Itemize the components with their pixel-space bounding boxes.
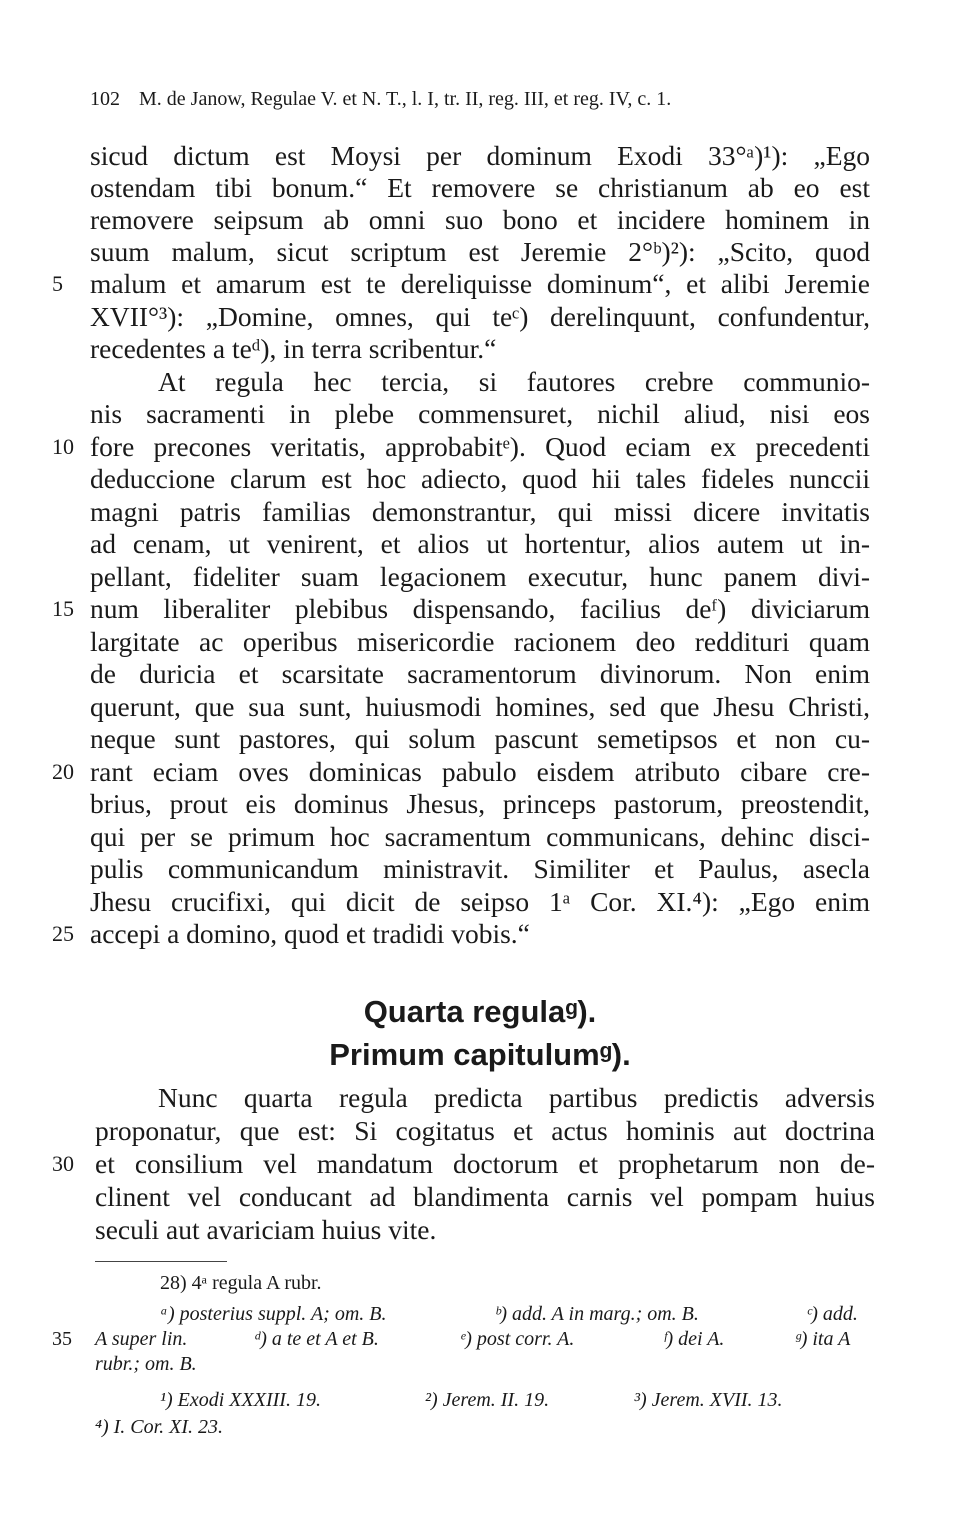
body-line: neque sunt pastores, qui solum pascunt semetipsos et non cu- <box>90 723 870 754</box>
body-line: qui per se primum hoc sacramentum communicans, dehinc disci- <box>90 821 870 852</box>
line-number: 10 <box>52 434 74 459</box>
critical-note: rubr.; om. B. <box>95 1353 197 1375</box>
running-header <box>90 88 890 111</box>
source-note: ⁴) I. Cor. XI. 23. <box>95 1416 224 1438</box>
section-line: et consilium vel mandatum doctorum et prophetarum non de- <box>95 1148 875 1179</box>
line-number: 25 <box>52 921 74 946</box>
body-line: recedentes a teᵈ), in terra scribentur.“ <box>90 333 497 364</box>
critical-note: ᵉ) post corr. A. <box>460 1328 575 1350</box>
body-line: deduccione clarum est hoc adiecto, quod hii tales fideles nunccii <box>90 463 870 494</box>
section-line: seculi aut avariciam huius vite. <box>95 1214 437 1245</box>
footnote-divider <box>95 1261 227 1262</box>
critical-note: ᶠ) dei A. <box>663 1328 725 1350</box>
section-line: Nunc quarta regula predicta partibus predictis adversis <box>158 1082 875 1113</box>
body-line: largitate ac operibus misericordie racionem deo reddituri quam <box>90 626 870 657</box>
line-number: 20 <box>52 759 74 784</box>
line-number: 35 <box>52 1328 72 1350</box>
line-number: 5 <box>52 271 63 296</box>
body-line: brius, prout eis dominus Jhesus, princeps pastorum, preostendit, <box>90 788 870 819</box>
body-line: XVII°³): „Domine, omnes, qui teᶜ) derelinquunt, confundentur, <box>90 301 870 332</box>
page-number: 102 <box>90 88 120 110</box>
body-line: malum et amarum est te dereliquisse dominum“, et alibi Jeremie <box>90 268 870 299</box>
body-line: magni patris familias demonstrantur, qui missi dicere invitatis <box>90 496 870 527</box>
body-line: sicud dictum est Moysi per dominum Exodi 33°ᵃ)¹): „Ego <box>90 140 870 171</box>
critical-note: ᵃ) posterius suppl. A; om. B. <box>160 1303 387 1325</box>
body-line: suum malum, sicut scriptum est Jeremie 2°ᵇ)²): „Scito, quod <box>90 236 870 267</box>
line-number: 30 <box>52 1151 74 1176</box>
body-line: rant eciam oves dominicas pabulo eisdem atributo cibare cre- <box>90 756 870 787</box>
footnote-28: 28) 4ᵃ regula A rubr. <box>160 1272 322 1294</box>
body-line: pellant, fideliter suam legacionem executur, hunc panem divi- <box>90 561 870 592</box>
source-note: ²) Jerem. II. 19. <box>425 1389 550 1411</box>
body-line: removere seipsum ab omni suo bono et incidere hominem in <box>90 204 870 235</box>
body-line: ad cenam, ut venirent, et alios ut hortentur, alios autem ut in- <box>90 528 870 559</box>
source-note: ¹) Exodi XXXIII. 19. <box>160 1389 321 1411</box>
critical-note: ᵍ) ita A <box>795 1328 851 1350</box>
body-line: fore precones veritatis, approbabitᵉ). Quod eciam ex precedenti <box>90 431 870 462</box>
body-line: pulis communicandum ministravit. Similiter et Paulus, asecla <box>90 853 870 884</box>
running-title: M. de Janow, Regulae V. et N. T., l. I, tr. II, reg. III, et reg. IV, c. 1. <box>139 88 672 110</box>
body-line: querunt, que sua sunt, huiusmodi homines, sed que Jhesu Christi, <box>90 691 870 722</box>
critical-note: ᵈ) a te et A et B. <box>254 1328 379 1350</box>
body-line: ostendam tibi bonum.“ Et removere se christianum ab eo est <box>90 172 870 203</box>
chapter-heading: Primum capitulumᵍ). <box>329 1037 631 1072</box>
critical-note: A super lin. <box>95 1328 188 1350</box>
body-line: Jhesu crucifixi, qui dicit de seipso 1ᵃ Cor. XI.⁴): „Ego enim <box>90 886 870 917</box>
critical-note: ᵇ) add. A in marg.; om. B. <box>495 1303 699 1325</box>
source-note: ³) Jerem. XVII. 13. <box>634 1389 783 1411</box>
section-line: clinent vel conducant ad blandimenta carnis vel pompam huius <box>95 1181 875 1212</box>
section-heading: Quarta regulaᵍ). <box>363 994 597 1029</box>
critical-note: ᶜ) add. <box>806 1303 858 1325</box>
body-line: de duricia et scarsitate sacramentorum divinorum. Non enim <box>90 658 870 689</box>
line-number: 15 <box>52 596 74 621</box>
body-line: accepi a domino, quod et tradidi vobis.“ <box>90 918 530 949</box>
body-line: num liberaliter plebibus dispensando, facilius deᶠ) diviciarum <box>90 593 870 624</box>
body-line: At regula hec tercia, si fautores crebre communio- <box>158 366 870 397</box>
body-line: nis sacramenti in plebe commensuret, nichil aliud, nisi eos <box>90 398 870 429</box>
section-line: proponatur, que est: Si cogitatus et actus hominis aut doctrina <box>95 1115 875 1146</box>
